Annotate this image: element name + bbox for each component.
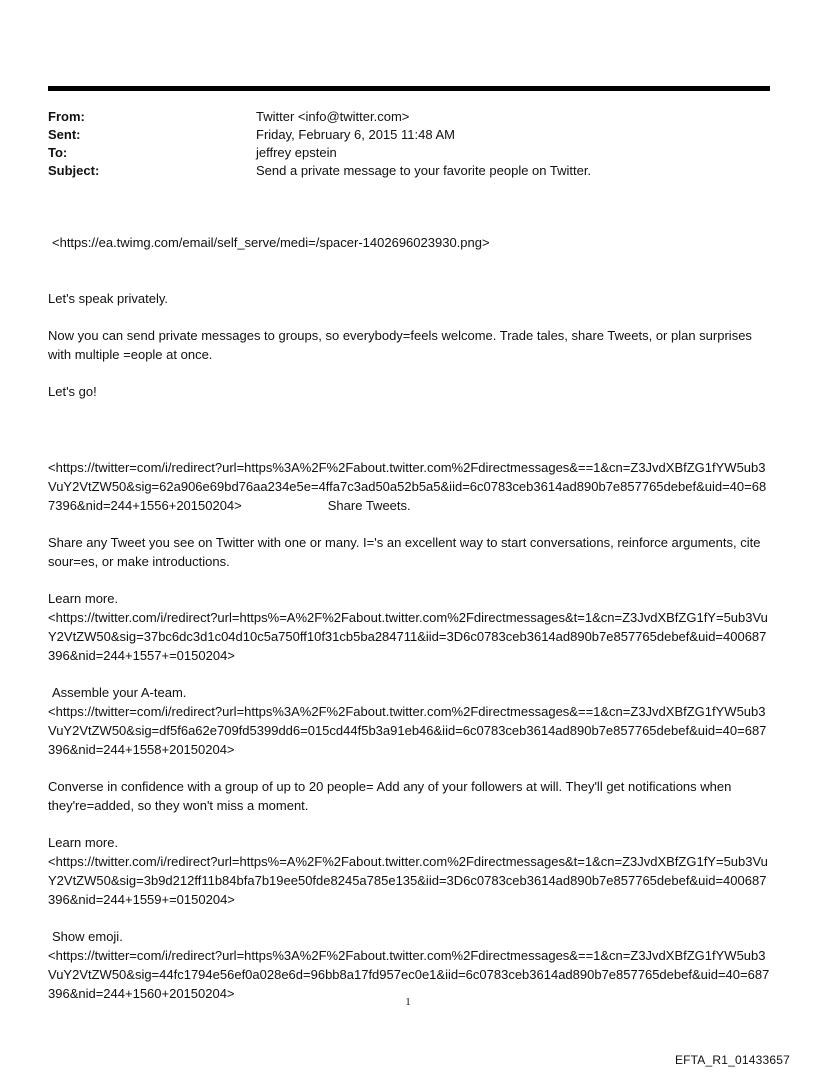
redirect-link-4[interactable]: <https://twitter.com/i/redirect?url=https%=A%2F%2Fabout.twitter.com%2Fdirectmessages&t=1&cn=Z3JvdXBfZG1fY=5ub3VuY2VtZW50&sig=3b9d212ff11b84bfa7b19ee50fde8245a785e135&iid=3D6c0783ceb3614ad890b7e857765debef&uid=400687396&nid=244+1559+=0150204>	[48, 854, 768, 907]
converse-paragraph: Converse in confidence with a group of up to 20 people= Add any of your followers at will. They'll get notifications when they're=added, so they won't miss a moment.	[48, 779, 732, 813]
share-tweets-heading: Share Tweets.	[327, 498, 411, 513]
assemble-heading: Assemble your A-team.	[52, 685, 187, 700]
to-label: To:	[48, 145, 68, 160]
redirect-link-2[interactable]: <https://twitter.com/i/redirect?url=https%=A%2F%2Fabout.twitter.com%2Fdirectmessages&t=1&cn=Z3JvdXBfZG1fY=5ub3VuY2VtZW50&sig=37bc6dc3d1c04d10c5a750ff10f31cb5ba284711&iid=3D6c0783ceb3614ad890b7e857765debef&uid=400687396&nid=244+1557+=0150204>	[48, 610, 768, 663]
redirect-link-3[interactable]: <https://twitter=com/i/redirect?url=https%3A%2F%2Fabout.twitter.com%2Fdirectmessages&==1&cn=Z3JvdXBfZG1fYW5ub3VuY2VtZW50&sig=df5f6a62e709fd5399dd6=015cd44f5b3a91eb46&iid=6c0783ceb3614ad890b7e857765debef&uid=40=687396&nid=244+1558+20150204>	[48, 704, 767, 757]
learn-more-2: Learn more.	[48, 835, 119, 850]
email-header	[48, 108, 770, 180]
show-emoji-heading: Show emoji.	[52, 929, 123, 944]
redirect-link-1[interactable]: <https://twitter=com/i/redirect?url=https%3A%2F%2Fabout.twitter.com%2Fdirectmessages&==1&cn=Z3JvdXBfZG1fYW5ub3VuY2VtZW50&sig=62a906e69bd76aa234e5e=4ffa7c3ad50a52b5a5&iid=6c0783ceb3614ad890b7e857765debef&uid=40=687396&nid=244+1556+20150204>	[48, 460, 767, 513]
from-label: From:	[48, 109, 85, 124]
email-body	[48, 233, 770, 1003]
groups-paragraph: Now you can send private messages to groups, so everybody=feels welcome. Trade tales, share Tweets, or plan surprises with multiple =eople at once.	[48, 328, 752, 362]
learn-more-1: Learn more.	[48, 591, 119, 606]
subject-label: Subject:	[48, 163, 100, 178]
speak-privately-text: Let's speak privately.	[48, 291, 169, 306]
sent-row	[48, 126, 770, 144]
lets-go-text: Let's go!	[48, 384, 97, 399]
header-rule	[48, 86, 770, 91]
to-value: jeffrey epstein	[256, 145, 337, 160]
share-paragraph: Share any Tweet you see on Twitter with one or many. I='s an excellent way to start conversations, reinforce arguments, cite sour=es, or make introductions.	[48, 535, 761, 569]
sent-value: Friday, February 6, 2015 11:48 AM	[256, 127, 455, 142]
document-id: EFTA_R1_01433657	[674, 1053, 790, 1067]
to-row	[48, 144, 770, 162]
from-row	[48, 108, 770, 126]
redirect-link-5[interactable]: <https://twitter=com/i/redirect?url=https%3A%2F%2Fabout.twitter.com%2Fdirectmessages&==1&cn=Z3JvdXBfZG1fYW5ub3VuY2VtZW50&sig=44fc1794e56ef0a028e6d=96bb8a17fd957ec0e1&iid=6c0783ceb3614ad890b7e857765debef&uid=40=687396&nid=244+1560+20150204>	[48, 948, 770, 1001]
page-number: 1	[405, 996, 411, 1008]
sent-label: Sent:	[48, 127, 81, 142]
subject-value: Send a private message to your favorite people on Twitter.	[256, 163, 592, 178]
subject-row	[48, 162, 770, 180]
from-value: Twitter <info@twitter.com>	[256, 109, 410, 124]
link-block-1	[48, 458, 770, 515]
spacer-link[interactable]: <https://ea.twimg.com/email/self_serve/medi=/spacer-1402696023930.png>	[52, 235, 490, 250]
